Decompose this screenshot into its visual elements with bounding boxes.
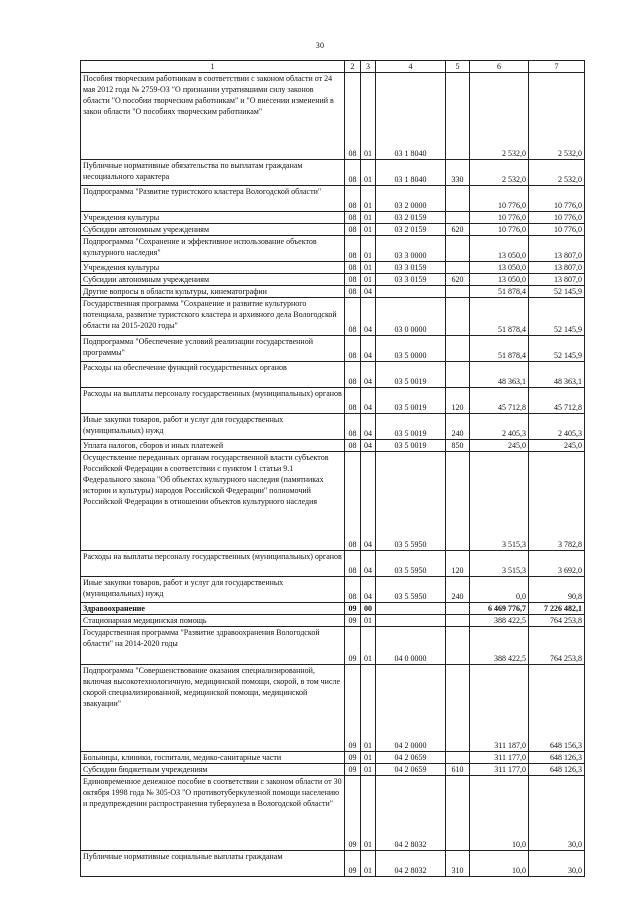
row-name-cell: Подпрограмма "Обеспечение условий реализации государственной программы" <box>81 336 345 362</box>
target-article-cell: 04 2 0659 <box>376 752 446 764</box>
header-cell: 2 <box>345 61 361 73</box>
amount-year1-cell: 13 050,0 <box>470 236 529 262</box>
target-article-cell: 03 1 8040 <box>376 73 446 160</box>
subsection-code-cell: 01 <box>361 752 376 764</box>
section-code-cell: 08 <box>345 73 361 160</box>
row-name-cell: Осуществление переданных органам государственной власти субъектов Российской Федерации в соответствии с пунктом 1 статьи 9.1 Федерального закона "Об объектах культурного наследия (памятниках истории и культуры) народов Российской Федерации" полномочий Российской Федерации в отношении объектов культурного наследия <box>81 452 345 551</box>
table-row <box>81 186 585 212</box>
subsection-code-cell: 04 <box>361 452 376 551</box>
amount-year1-cell: 10 776,0 <box>470 212 529 224</box>
amount-year2-cell: 648 156,3 <box>529 665 585 752</box>
table-row <box>81 236 585 262</box>
amount-year1-cell: 2 532,0 <box>470 160 529 186</box>
target-article-cell: 03 5 0019 <box>376 414 446 440</box>
target-article-cell: 04 2 0000 <box>376 665 446 752</box>
row-name-cell: Иные закупки товаров, работ и услуг для государственных (муниципальных) нужд <box>81 414 345 440</box>
header-cell: 4 <box>376 61 446 73</box>
row-name-cell: Учреждения культуры <box>81 212 345 224</box>
subsection-code-cell: 01 <box>361 262 376 274</box>
expense-type-cell <box>446 286 470 298</box>
table-row <box>81 388 585 414</box>
expense-type-cell: 610 <box>446 764 470 776</box>
amount-year2-cell: 2 532,0 <box>529 73 585 160</box>
expense-type-cell: 310 <box>446 851 470 877</box>
expense-type-cell <box>446 262 470 274</box>
amount-year1-cell: 10 776,0 <box>470 186 529 212</box>
subsection-code-cell: 01 <box>361 212 376 224</box>
amount-year2-cell: 30,0 <box>529 776 585 851</box>
section-code-cell: 08 <box>345 577 361 603</box>
section-code-cell: 08 <box>345 160 361 186</box>
section-code-cell: 09 <box>345 752 361 764</box>
section-code-cell: 09 <box>345 665 361 752</box>
header-cell: 5 <box>446 61 470 73</box>
amount-year2-cell: 648 126,3 <box>529 752 585 764</box>
section-code-cell: 09 <box>345 851 361 877</box>
amount-year2-cell: 648 126,3 <box>529 764 585 776</box>
header-cell: 1 <box>81 61 345 73</box>
expense-type-cell <box>446 603 470 615</box>
expense-type-cell <box>446 186 470 212</box>
target-article-cell <box>376 615 446 627</box>
amount-year1-cell: 245,0 <box>470 440 529 452</box>
table-row <box>81 764 585 776</box>
amount-year1-cell: 311 187,0 <box>470 665 529 752</box>
target-article-cell: 03 5 5950 <box>376 551 446 577</box>
header-cell: 7 <box>529 61 585 73</box>
row-name-cell: Подпрограмма "Развитие туристского кластера Вологодской области" <box>81 186 345 212</box>
amount-year2-cell: 10 776,0 <box>529 212 585 224</box>
subsection-code-cell: 04 <box>361 388 376 414</box>
subsection-code-cell: 00 <box>361 603 376 615</box>
amount-year2-cell: 13 807,0 <box>529 236 585 262</box>
subsection-code-cell: 01 <box>361 665 376 752</box>
expense-type-cell: 120 <box>446 551 470 577</box>
table-row <box>81 627 585 665</box>
row-name-cell: Пособия творческим работникам в соответствии с законом области от 24 мая 2012 года № 2759-ОЗ "О признании утратившими силу законов области "О пособии творческим работникам" и "О внесении изменений в закон области "О пособиях творческим работникам" <box>81 73 345 160</box>
expense-type-cell: 240 <box>446 414 470 440</box>
row-name-cell: Субсидии автономным учреждениям <box>81 274 345 286</box>
amount-year1-cell: 51 878,4 <box>470 298 529 336</box>
subsection-code-cell: 04 <box>361 551 376 577</box>
amount-year1-cell: 13 050,0 <box>470 262 529 274</box>
section-code-cell: 08 <box>345 362 361 388</box>
amount-year1-cell: 3 515,3 <box>470 551 529 577</box>
expense-type-cell: 330 <box>446 160 470 186</box>
expense-type-cell <box>446 212 470 224</box>
table-row <box>81 212 585 224</box>
amount-year2-cell: 764 253,8 <box>529 627 585 665</box>
amount-year1-cell: 2 405,3 <box>470 414 529 440</box>
amount-year2-cell: 10 776,0 <box>529 186 585 212</box>
section-code-cell: 08 <box>345 262 361 274</box>
table-row <box>81 224 585 236</box>
row-name-cell: Публичные нормативные социальные выплаты гражданам <box>81 851 345 877</box>
subsection-code-cell: 04 <box>361 414 376 440</box>
table-row <box>81 160 585 186</box>
amount-year2-cell: 2 532,0 <box>529 160 585 186</box>
table-header-row <box>81 61 585 73</box>
target-article-cell: 04 0 0000 <box>376 627 446 665</box>
table-body <box>81 73 585 877</box>
row-name-cell: Подпрограмма "Совершенствование оказания специализированной, включая высокотехнологичную, медицинской помощи, скорой, в том числе скорой специализированной, медицинской помощи, медицинской эвакуации" <box>81 665 345 752</box>
subsection-code-cell: 01 <box>361 627 376 665</box>
amount-year1-cell: 45 712,8 <box>470 388 529 414</box>
amount-year2-cell: 52 145,9 <box>529 286 585 298</box>
section-code-cell: 08 <box>345 452 361 551</box>
expense-type-cell <box>446 752 470 764</box>
table-row <box>81 274 585 286</box>
section-code-cell: 08 <box>345 224 361 236</box>
amount-year2-cell: 7 226 482,1 <box>529 603 585 615</box>
amount-year1-cell: 311 177,0 <box>470 764 529 776</box>
target-article-cell: 03 1 8040 <box>376 160 446 186</box>
row-name-cell: Уплата налогов, сборов и иных платежей <box>81 440 345 452</box>
table-row <box>81 752 585 764</box>
row-name-cell: Единовременное денежное пособие в соответствии с законом области от 30 октября 1998 года № 305-ОЗ "О противотуберкулезной помощи населению и предупреждении распространения туберкулеза в Вологодской области" <box>81 776 345 851</box>
amount-year2-cell: 30,0 <box>529 851 585 877</box>
expense-type-cell: 620 <box>446 224 470 236</box>
section-code-cell: 08 <box>345 298 361 336</box>
target-article-cell <box>376 286 446 298</box>
row-name-cell: Другие вопросы в области культуры, кинематографии <box>81 286 345 298</box>
amount-year1-cell: 388 422,5 <box>470 627 529 665</box>
page-number: 30 <box>315 41 325 50</box>
subsection-code-cell: 01 <box>361 776 376 851</box>
section-code-cell: 08 <box>345 274 361 286</box>
amount-year2-cell: 13 807,0 <box>529 274 585 286</box>
expense-type-cell: 620 <box>446 274 470 286</box>
expense-type-cell <box>446 336 470 362</box>
amount-year1-cell: 10,0 <box>470 776 529 851</box>
table-row <box>81 776 585 851</box>
expense-type-cell <box>446 236 470 262</box>
target-article-cell: 03 5 0000 <box>376 336 446 362</box>
amount-year1-cell: 311 177,0 <box>470 752 529 764</box>
section-code-cell: 08 <box>345 236 361 262</box>
table-row <box>81 440 585 452</box>
amount-year2-cell: 2 405,3 <box>529 414 585 440</box>
subsection-code-cell: 01 <box>361 224 376 236</box>
subsection-code-cell: 01 <box>361 160 376 186</box>
expense-type-cell: 120 <box>446 388 470 414</box>
amount-year1-cell: 2 532,0 <box>470 73 529 160</box>
table-row <box>81 336 585 362</box>
target-article-cell: 03 5 0019 <box>376 388 446 414</box>
amount-year1-cell: 13 050,0 <box>470 274 529 286</box>
amount-year1-cell: 10,0 <box>470 851 529 877</box>
row-name-cell: Государственная программа "Развитие здравоохранения Вологодской области" на 2014-2020 годы <box>81 627 345 665</box>
target-article-cell: 03 3 0159 <box>376 262 446 274</box>
subsection-code-cell: 01 <box>361 615 376 627</box>
row-name-cell: Расходы на выплаты персоналу государственных (муниципальных) органов <box>81 388 345 414</box>
amount-year2-cell: 245,0 <box>529 440 585 452</box>
amount-year2-cell: 48 363,1 <box>529 362 585 388</box>
amount-year1-cell: 51 878,4 <box>470 286 529 298</box>
section-code-cell: 08 <box>345 440 361 452</box>
section-code-cell: 09 <box>345 627 361 665</box>
expense-type-cell <box>446 665 470 752</box>
section-code-cell: 08 <box>345 336 361 362</box>
amount-year1-cell: 0,0 <box>470 577 529 603</box>
subsection-code-cell: 01 <box>361 274 376 286</box>
amount-year2-cell: 3 692,0 <box>529 551 585 577</box>
expense-type-cell: 240 <box>446 577 470 603</box>
row-name-cell: Подпрограмма "Сохранение и эффективное использование объектов культурного наследия" <box>81 236 345 262</box>
table-row <box>81 262 585 274</box>
amount-year2-cell: 45 712,8 <box>529 388 585 414</box>
section-code-cell: 08 <box>345 286 361 298</box>
amount-year2-cell: 90,8 <box>529 577 585 603</box>
subsection-code-cell: 04 <box>361 286 376 298</box>
expense-type-cell <box>446 73 470 160</box>
budget-table <box>80 60 585 877</box>
table-row <box>81 851 585 877</box>
section-code-cell: 08 <box>345 551 361 577</box>
row-name-cell: Учреждения культуры <box>81 262 345 274</box>
amount-year2-cell: 52 145,9 <box>529 298 585 336</box>
section-code-cell: 08 <box>345 414 361 440</box>
amount-year2-cell: 764 253,8 <box>529 615 585 627</box>
row-name-cell: Расходы на обеспечение функций государственных органов <box>81 362 345 388</box>
table-row <box>81 615 585 627</box>
target-article-cell: 04 2 0659 <box>376 764 446 776</box>
amount-year1-cell: 51 878,4 <box>470 336 529 362</box>
expense-type-cell <box>446 452 470 551</box>
row-name-cell: Субсидии бюджетным учреждениям <box>81 764 345 776</box>
row-name-cell: Здравоохранение <box>81 603 345 615</box>
table-row <box>81 603 585 615</box>
row-name-cell: Больницы, клиники, госпитали, медико-санитарные части <box>81 752 345 764</box>
subsection-code-cell: 04 <box>361 362 376 388</box>
table-row <box>81 414 585 440</box>
target-article-cell: 03 5 5950 <box>376 452 446 551</box>
row-name-cell: Субсидии автономным учреждениям <box>81 224 345 236</box>
target-article-cell: 03 5 0019 <box>376 440 446 452</box>
target-article-cell: 03 3 0000 <box>376 236 446 262</box>
expense-type-cell <box>446 627 470 665</box>
table-row <box>81 286 585 298</box>
expense-type-cell: 850 <box>446 440 470 452</box>
subsection-code-cell: 04 <box>361 577 376 603</box>
section-code-cell: 09 <box>345 615 361 627</box>
section-code-cell: 09 <box>345 764 361 776</box>
amount-year2-cell: 13 807,0 <box>529 262 585 274</box>
amount-year1-cell: 3 515,3 <box>470 452 529 551</box>
target-article-cell: 03 5 0019 <box>376 362 446 388</box>
amount-year2-cell: 52 145,9 <box>529 336 585 362</box>
expense-type-cell <box>446 362 470 388</box>
table-row <box>81 452 585 551</box>
subsection-code-cell: 04 <box>361 336 376 362</box>
expense-type-cell <box>446 776 470 851</box>
table-row <box>81 73 585 160</box>
amount-year2-cell: 3 782,8 <box>529 452 585 551</box>
expense-type-cell <box>446 298 470 336</box>
amount-year2-cell: 10 776,0 <box>529 224 585 236</box>
amount-year1-cell: 10 776,0 <box>470 224 529 236</box>
section-code-cell: 08 <box>345 212 361 224</box>
target-article-cell <box>376 603 446 615</box>
table-row <box>81 298 585 336</box>
subsection-code-cell: 04 <box>361 298 376 336</box>
target-article-cell: 03 0 0000 <box>376 298 446 336</box>
amount-year1-cell: 388 422,5 <box>470 615 529 627</box>
subsection-code-cell: 01 <box>361 186 376 212</box>
row-name-cell: Иные закупки товаров, работ и услуг для государственных (муниципальных) нужд <box>81 577 345 603</box>
section-code-cell: 09 <box>345 776 361 851</box>
subsection-code-cell: 04 <box>361 440 376 452</box>
row-name-cell: Публичные нормативные обязательства по выплатам гражданам несоциального характера <box>81 160 345 186</box>
target-article-cell: 04 2 8032 <box>376 851 446 877</box>
target-article-cell: 03 5 5950 <box>376 577 446 603</box>
amount-year1-cell: 48 363,1 <box>470 362 529 388</box>
row-name-cell: Стационарная медицинская помощь <box>81 615 345 627</box>
section-code-cell: 08 <box>345 186 361 212</box>
target-article-cell: 03 2 0159 <box>376 224 446 236</box>
table-row <box>81 577 585 603</box>
table-row <box>81 665 585 752</box>
header-cell: 3 <box>361 61 376 73</box>
section-code-cell: 08 <box>345 388 361 414</box>
subsection-code-cell: 01 <box>361 851 376 877</box>
section-code-cell: 09 <box>345 603 361 615</box>
subsection-code-cell: 01 <box>361 236 376 262</box>
target-article-cell: 03 3 0159 <box>376 274 446 286</box>
subsection-code-cell: 01 <box>361 73 376 160</box>
target-article-cell: 04 2 8032 <box>376 776 446 851</box>
expense-type-cell <box>446 615 470 627</box>
target-article-cell: 03 2 0159 <box>376 212 446 224</box>
amount-year1-cell: 6 469 776,7 <box>470 603 529 615</box>
row-name-cell: Расходы на выплаты персоналу государственных (муниципальных) органов <box>81 551 345 577</box>
subsection-code-cell: 01 <box>361 764 376 776</box>
table-row <box>81 551 585 577</box>
table-row <box>81 362 585 388</box>
target-article-cell: 03 2 0000 <box>376 186 446 212</box>
row-name-cell: Государственная программа "Сохранение и развитие культурного потенциала, развитие туристского кластера и архивного дела Вологодской области на 2015-2020 годы" <box>81 298 345 336</box>
header-cell: 6 <box>470 61 529 73</box>
